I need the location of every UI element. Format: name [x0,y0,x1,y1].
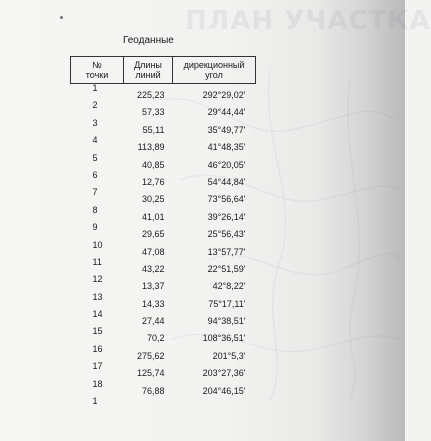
direction-angle-cell [173,84,256,102]
line-length: 275,62 [136,350,165,361]
direction-angle-cell [173,223,256,240]
point-number-cell [71,171,124,188]
line-length: 27,44 [141,316,165,327]
table-title: Геоданные [123,35,174,46]
direction-angle: 22°51,59' [207,263,246,274]
line-length: 12,76 [141,176,165,187]
point-number-cell [71,310,124,327]
direction-angle-cell [173,119,256,136]
point-number: 4 [92,135,98,146]
point-number-cell [71,241,124,258]
line-length-cell [124,327,173,344]
direction-angle-cell [173,154,256,171]
point-number-cell [71,327,124,344]
line-length-cell [124,223,173,240]
table-row [71,275,256,292]
direction-angle-cell [173,136,256,153]
table-row [71,310,256,327]
direction-angle: 25°56,43' [207,229,246,240]
direction-angle-cell [173,171,256,188]
point-number: 1 [92,396,98,407]
direction-angle-cell [173,206,256,223]
line-length: 76,88 [141,385,165,396]
line-length: 225,23 [136,90,165,100]
point-number-cell [71,154,124,171]
line-length-cell [124,101,173,118]
direction-angle-cell [173,101,256,118]
line-length: 14,33 [141,298,165,309]
point-number: 5 [92,152,98,163]
line-length-cell [124,275,173,292]
direction-angle: 54°44,84' [207,176,246,187]
table-row [71,154,256,171]
point-number-cell [71,275,124,292]
header-point-number-line1: № [92,60,102,70]
point-number-cell [71,397,124,414]
direction-angle: 201°5,3' [212,350,246,361]
line-length: 30,25 [141,194,165,205]
point-number-cell [71,258,124,275]
direction-angle-cell [173,241,256,258]
line-length: 70,2 [146,333,165,344]
point-number: 2 [92,100,98,111]
line-length-cell [124,119,173,136]
point-number: 9 [92,222,98,233]
table-row [71,293,256,310]
direction-angle: 204°46,15' [202,385,246,396]
point-number: 16 [92,343,103,354]
direction-angle: 42°8,22' [212,281,246,292]
direction-angle-cell [173,275,256,292]
direction-angle-cell [173,188,256,205]
point-number: 12 [92,274,103,285]
direction-angle-cell [173,327,256,344]
point-number: 8 [92,204,98,215]
line-length-cell [124,397,173,414]
direction-angle: 75°17,11' [208,298,246,309]
line-length: 13,37 [141,281,165,292]
point-number: 7 [92,187,98,198]
table-row [71,241,256,258]
direction-angle-cell [173,345,256,362]
line-length: 47,08 [141,246,165,257]
line-length: 57,33 [141,107,165,118]
line-length-cell [124,258,173,275]
direction-angle-cell [173,397,256,414]
direction-angle: 292°29,02' [202,90,246,100]
table-row [71,362,256,379]
table-row [71,258,256,275]
table-row [71,101,256,118]
point-number-cell [71,119,124,136]
point-number-cell [71,362,124,379]
direction-angle-cell [173,362,256,379]
table-row [71,119,256,136]
point-number: 15 [92,326,103,337]
point-number-cell [71,380,124,397]
line-length-cell [124,293,173,310]
point-number: 3 [92,117,98,128]
table-row [71,345,256,362]
direction-angle: 108°36,51' [202,333,246,344]
line-length-cell [124,188,173,205]
point-number-cell [71,188,124,205]
table-row [71,223,256,240]
header-direction-angle-line1: дирекционный [183,60,245,70]
table-row [71,188,256,205]
point-number: 11 [92,256,102,267]
line-length-cell [124,171,173,188]
line-length-cell [124,154,173,171]
direction-angle-cell [173,293,256,310]
direction-angle: 73°56,64' [207,194,246,205]
point-number: 1 [92,83,98,93]
line-length-cell [124,345,173,362]
header-line-length-line2: линий [135,70,161,80]
table-row [71,327,256,344]
direction-angle: 29°44,44' [207,107,246,118]
header-direction-angle [173,57,256,84]
line-length: 43,22 [141,263,165,274]
direction-angle: 13°57,77' [207,246,246,257]
line-length: 55,11 [142,124,165,135]
direction-angle-cell [173,380,256,397]
line-length: 41,01 [141,211,165,222]
direction-angle: 203°27,36' [202,368,246,379]
line-length-cell [124,362,173,379]
line-length-cell [124,136,173,153]
point-number: 6 [92,169,98,180]
point-number-cell [71,293,124,310]
line-length-cell [124,310,173,327]
line-length-cell [124,241,173,258]
point-number-cell [71,101,124,118]
header-direction-angle-line2: угол [205,70,223,80]
line-length-cell [124,84,173,102]
point-number-cell [71,206,124,223]
point-number: 14 [92,309,103,320]
direction-angle: 41°48,35' [207,142,246,153]
point-number: 13 [92,291,103,302]
header-line-length [124,57,173,84]
line-length: 29,65 [141,229,165,240]
point-number-cell [71,136,124,153]
table-row [71,380,256,397]
table-row [71,397,256,414]
line-length-cell [124,206,173,223]
line-length: 125,74 [136,368,165,379]
table-row [71,136,256,153]
header-row [71,57,256,84]
point-number: 18 [92,378,103,389]
point-number-cell [71,345,124,362]
direction-angle: 46°20,05' [207,159,246,170]
point-number: 10 [92,239,103,250]
line-length: 113,89 [137,142,165,153]
table-row [71,171,256,188]
point-number-cell [71,223,124,240]
direction-angle: 94°38,51' [207,316,246,327]
header-point-number-line2: точки [85,70,109,80]
header-point-number [71,57,124,84]
line-length: 40,85 [141,159,165,170]
point-number: 17 [92,361,103,372]
direction-angle: 35°49,77' [207,124,246,135]
geodata-table [70,56,256,414]
direction-angle-cell [173,258,256,275]
direction-angle: 39°26,14' [207,211,246,222]
line-length-cell [124,380,173,397]
table-row [71,206,256,223]
paper-speck [60,16,63,19]
table-row [71,84,256,102]
point-number-cell [71,84,124,102]
header-line-length-line1: Длины [134,60,162,70]
direction-angle-cell [173,310,256,327]
